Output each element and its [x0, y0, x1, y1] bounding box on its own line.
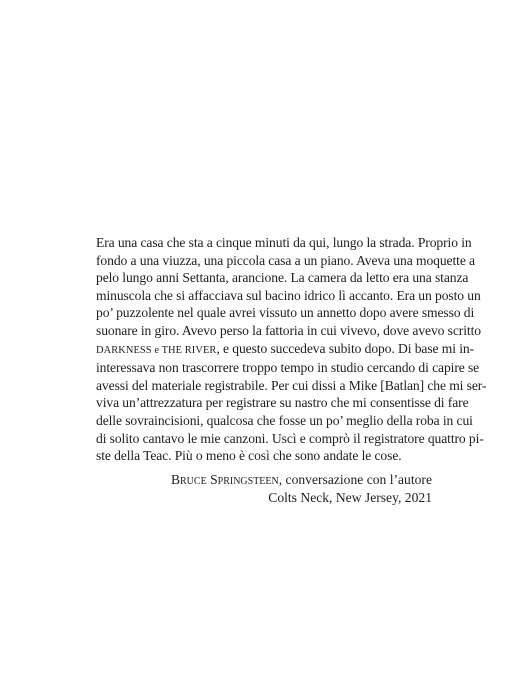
quote-attribution — [171, 471, 432, 507]
quote-line-12: di solito cantavo le mie canzoni. Uscì e comprò il registratore quattro pi- — [96, 430, 484, 446]
album-title-the-river: THE RIVER — [161, 344, 217, 356]
quote-line-8-text: teressava non trascorrere troppo tempo in studio cercando di capire se — [106, 360, 480, 376]
quote-line-1: Era una casa che sta a cinque minuti da qui, lungo la strada. Proprio in — [96, 235, 472, 250]
quote-line-10: viva un’attrezzatura per registrare su nastro che mi consentisse di fare — [96, 395, 469, 411]
quote-line-6: suonare in giro. Avevo perso la fattoria in cui vivevo, dove avevo scritto — [96, 322, 481, 338]
epigraph-quote — [96, 234, 487, 465]
quote-line-7-rest: , e questo succedeva subito dopo. Di base mi in- — [216, 340, 475, 356]
quote-line-4: minuscola che si affacciava sul bacino idrico lì accanto. Era un posto un — [96, 287, 481, 303]
quote-line-3: pelo lungo anni Settanta, arancione. La camera da letto era una stanza — [96, 270, 469, 286]
album-title-darkness: DARKNESS — [96, 344, 152, 356]
quote-line-8-prefix: in — [96, 360, 107, 376]
quote-line-8 — [96, 359, 480, 377]
attribution-line-1 — [171, 471, 432, 489]
attribution-source: , conversazione con l’autore — [278, 472, 432, 487]
author-name: Bruce Springsteen — [170, 472, 279, 487]
quote-line-5: po’ puzzolente nel quale avrei vissuto un annetto dopo avere smesso di — [96, 305, 475, 321]
album-connector: e — [151, 344, 162, 356]
quote-line-7 — [96, 340, 475, 360]
quote-line-11: delle sovraincisioni, qualcosa che fosse un po’ meglio della roba in cui — [96, 412, 473, 428]
quote-line-9: avessi del materiale registrabile. Per cui dissi a Mike [Batlan] che mi ser- — [96, 377, 487, 393]
attribution-place: Colts Neck, New Jersey, 2021 — [268, 490, 432, 505]
quote-line-13: ste della Teac. Più o meno è così che sono andate le cose. — [96, 448, 402, 464]
quote-line-2: fondo a una viuzza, una piccola casa a un piano. Aveva una moquette a — [96, 252, 475, 268]
